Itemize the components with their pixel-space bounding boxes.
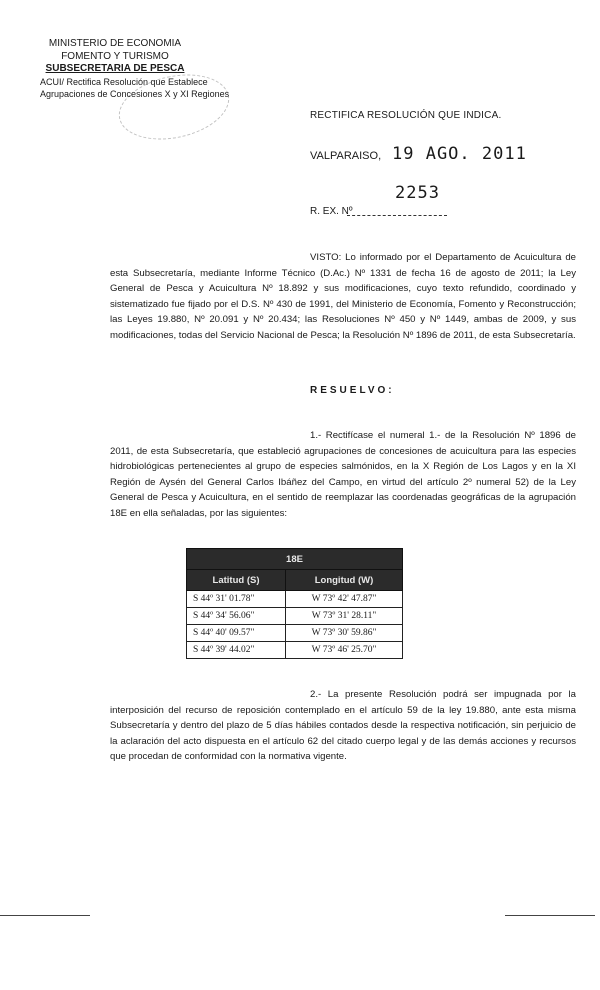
coordinates-table bbox=[186, 548, 403, 659]
reference-title: RECTIFICA RESOLUCIÓN QUE INDICA. bbox=[310, 110, 502, 121]
visto-paragraph: VISTO: Lo informado por el Departamento de Acuicultura de esta Subsecretaría, mediante Informe Técnico (D.Ac.) Nº 1331 de fecha 16 de agosto de 2011; la Ley General de Pesca y Acuicultura Nº 18.892 y sus modificaciones, cuyo texto refundido, coordinado y sistematizado fue fijado por el D.S. Nº 430 de 1991, del Ministerio de Economía, Fomento y Reconstrucción; las Leyes 19.880, Nº 20.091 y Nº 20.434; las Resoluciones Nº 450 y Nº 1449, ambas de 2009, y sus modificaciones, todas del Servicio Nacional de Pesca; la Resolución Nº 1896 de 2011, de esta Subsecretaría. bbox=[110, 252, 576, 341]
subject-line-1: ACUI/ Rectifica Resolución que Establece bbox=[40, 76, 208, 87]
footer-rule-left bbox=[0, 915, 90, 916]
table-row bbox=[187, 625, 403, 642]
table-row bbox=[187, 642, 403, 659]
longitude-header: Longitud (W) bbox=[286, 570, 403, 591]
table-row bbox=[187, 608, 403, 625]
resuelvo-heading: RESUELVO: bbox=[310, 385, 395, 396]
article-1-paragraph: 1.- Rectifícase el numeral 1.- de la Resolución Nº 1896 de 2011, de esta Subsecretaría, que estableció agrupaciones de concesiones de acuicultura para las especies hidrobiológicas pertenecientes al grupo de especies salmónidos, en la X Región de Los Lagos y en la XI Región de Aysén del General Carlos Ibáñez del Campo, en virtud del artículo 2º numeral 52) de la Ley General de Pesca y Acuicultura, en el sentido de reemplazar las coordenadas geográficas de la agrupación 18E en ella señaladas, por las siguientes: bbox=[110, 430, 576, 519]
longitude-cell: W 73º 46' 25.70" bbox=[286, 642, 403, 659]
ministry-subtitle: FOMENTO Y TURISMO bbox=[61, 50, 169, 62]
subject-line-2: Agrupaciones de Concesiones X y XI Regiones bbox=[40, 88, 230, 99]
longitude-cell: W 73º 42' 47.87" bbox=[286, 591, 403, 608]
subsecretaria-name: SUBSECRETARIA DE PESCA bbox=[45, 63, 185, 74]
latitude-cell: S 44º 40' 09.57" bbox=[187, 625, 286, 642]
rex-label: R. EX. Nº bbox=[310, 206, 353, 217]
ministry-name: MINISTERIO DE ECONOMIA bbox=[48, 38, 182, 49]
document-date: 19 AGO. 2011 bbox=[392, 144, 527, 164]
resolution-number: 2253 bbox=[395, 183, 440, 203]
footer-rule-right bbox=[505, 915, 595, 916]
longitude-cell: W 73º 30' 59.86" bbox=[286, 625, 403, 642]
table-group-row bbox=[187, 549, 403, 570]
latitude-cell: S 44º 31' 01.78" bbox=[187, 591, 286, 608]
latitude-cell: S 44º 34' 56.06" bbox=[187, 608, 286, 625]
place-label: VALPARAISO, bbox=[310, 150, 382, 162]
latitude-header: Latitud (S) bbox=[187, 570, 286, 591]
longitude-cell: W 73º 31' 28.11" bbox=[286, 608, 403, 625]
group-header: 18E bbox=[187, 549, 403, 570]
article-2-paragraph: 2.- La presente Resolución podrá ser impugnada por la interposición del recurso de reposición contemplado en el artículo 59 de la ley 19.880, ante esta misma Subsecretaría y dentro del plazo de 5 días hábiles contados desde la respectiva notificación, sin perjuicio de la aclaración del acto dispuesta en el artículo 62 del citado cuerpo legal y de las demás acciones y recursos que procedan de conformidad con la normativa vigente. bbox=[110, 689, 576, 762]
latitude-cell: S 44º 39' 44.02" bbox=[187, 642, 286, 659]
rex-underline bbox=[347, 215, 447, 216]
table-row bbox=[187, 591, 403, 608]
table-header-row bbox=[187, 570, 403, 591]
